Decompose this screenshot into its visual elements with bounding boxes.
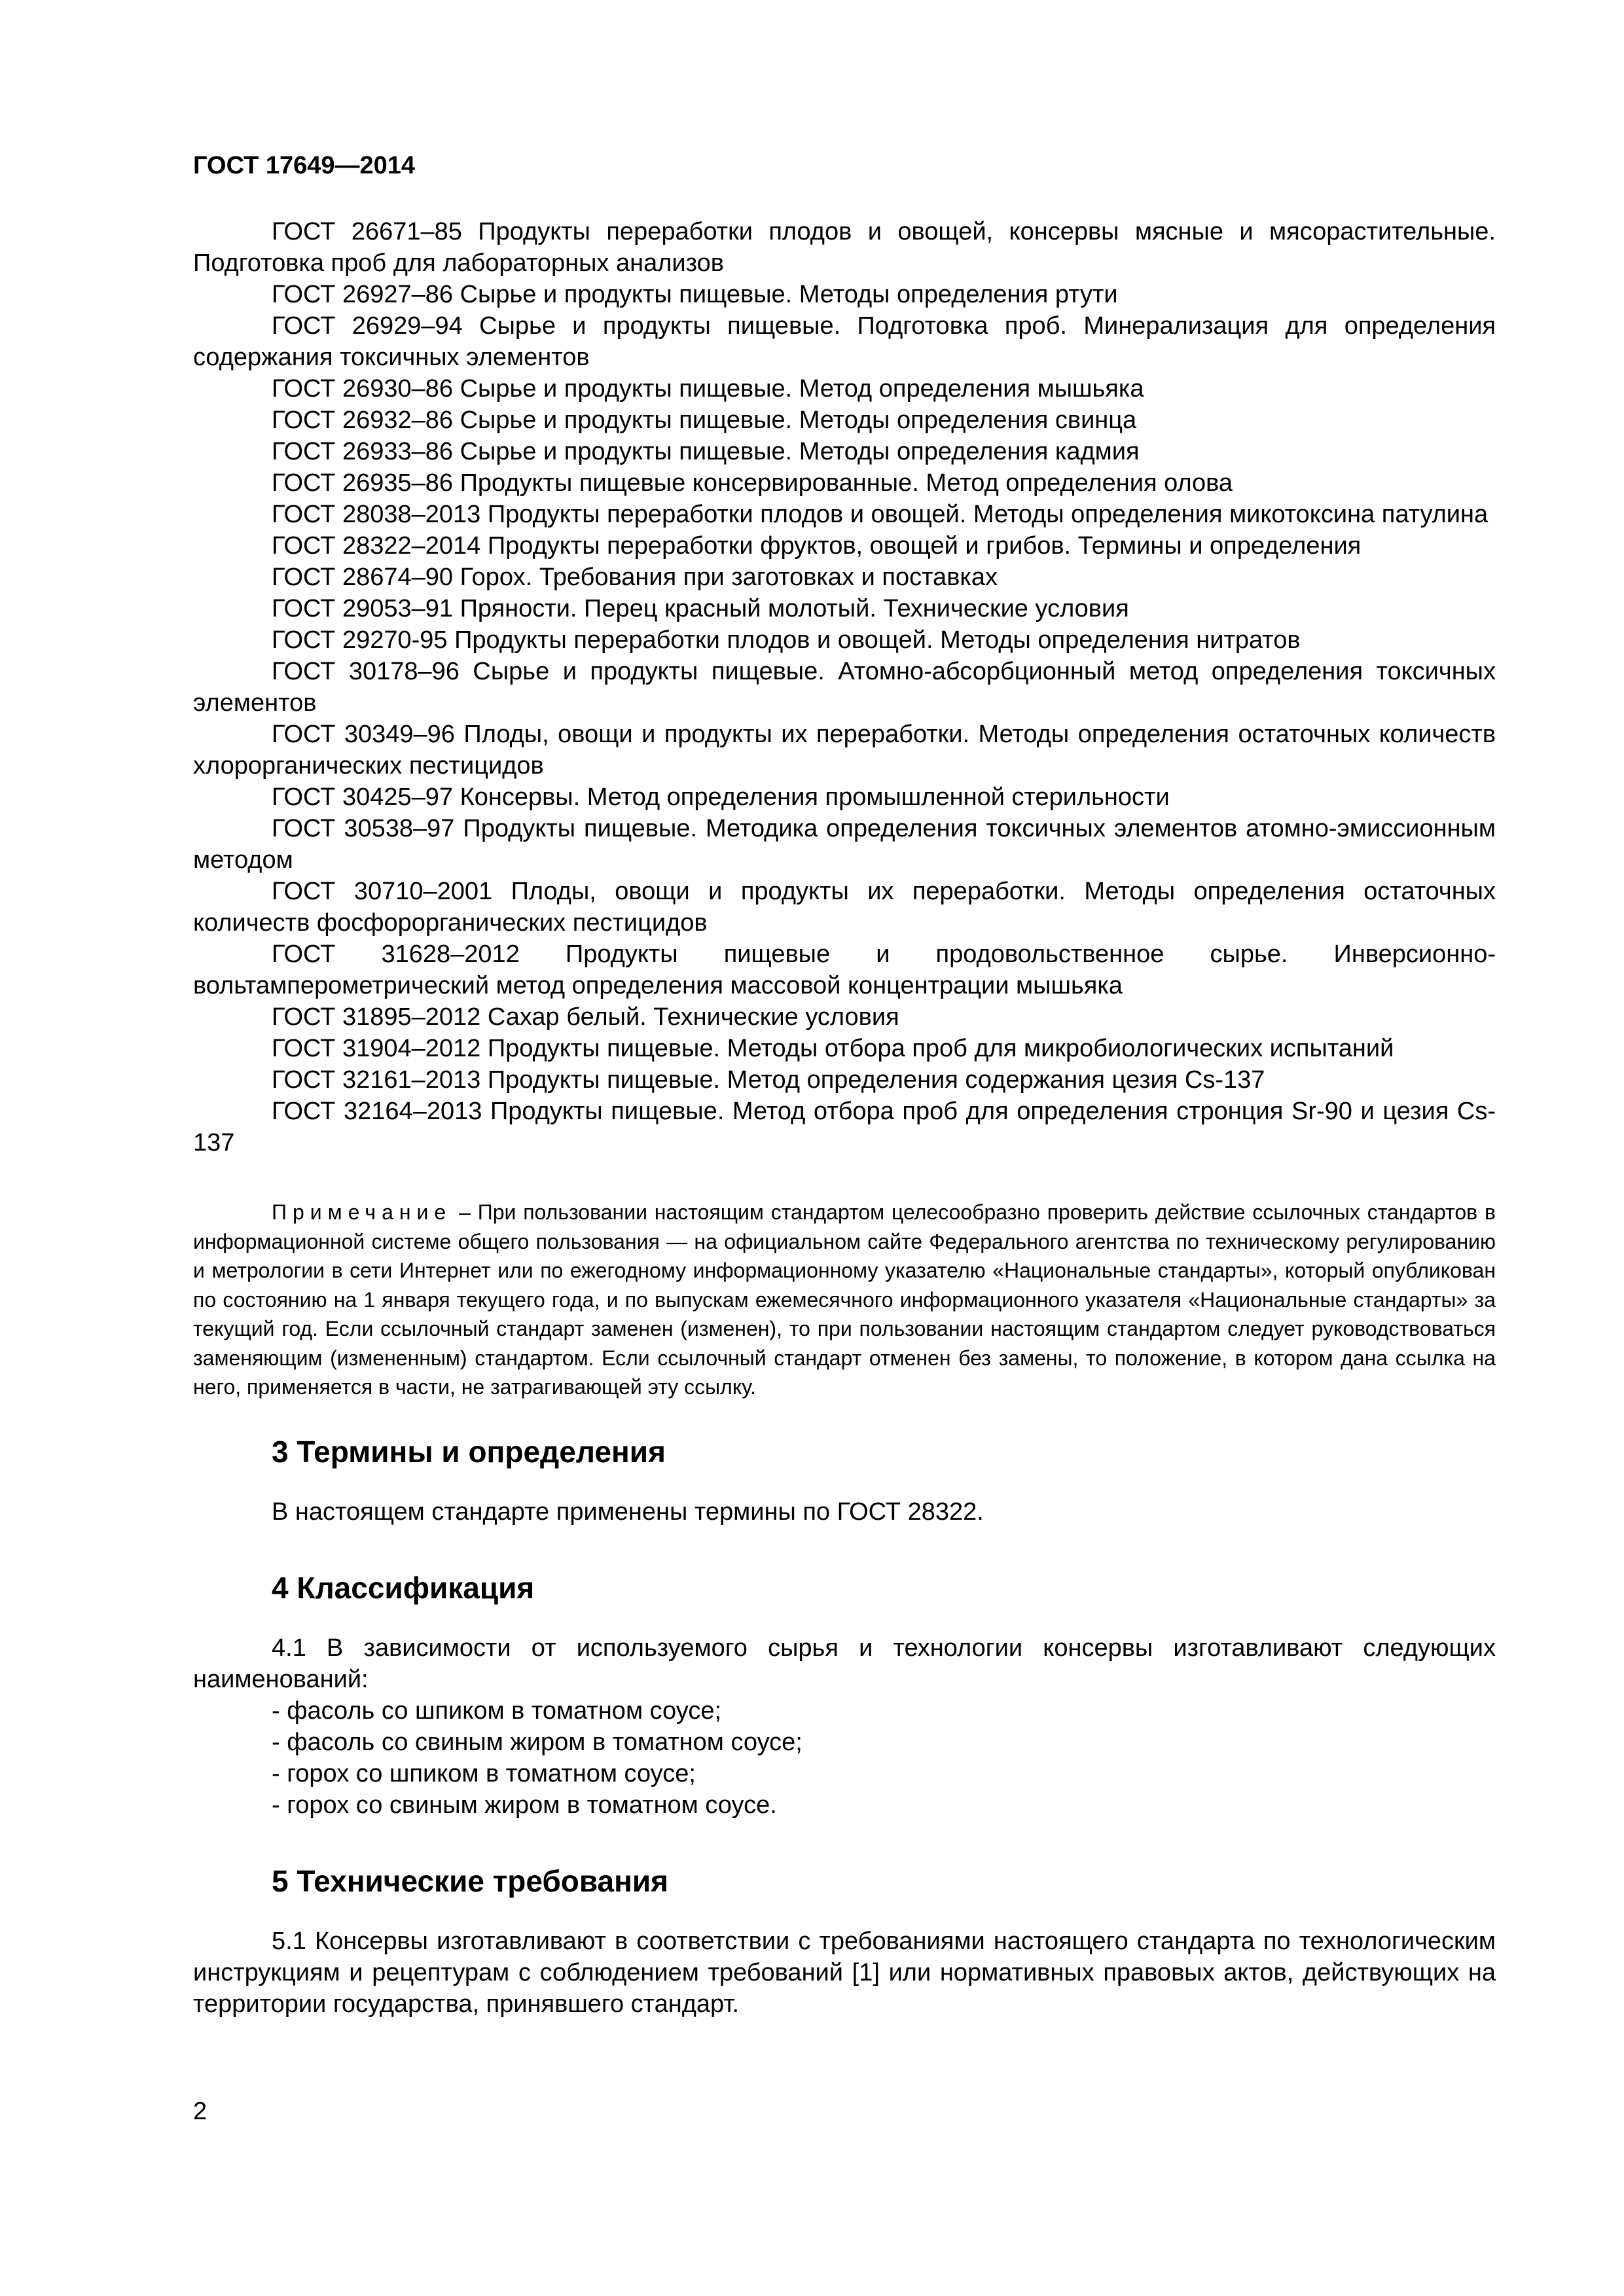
reference-item: ГОСТ 31895–2012 Сахар белый. Технические условия [272, 1003, 899, 1031]
reference-item: ГОСТ 26927–86 Сырье и продукты пищевые. Методы определения ртути [272, 281, 1118, 308]
note-paragraph [193, 1198, 1496, 1402]
reference-item: ГОСТ 32164–2013 Продукты пищевые. Метод отбора проб для определения стронция Sr-90 и цезия Cs-137 [193, 1098, 1496, 1157]
document-header: ГОСТ 17649—2014 [193, 152, 416, 179]
reference-item: ГОСТ 32161–2013 Продукты пищевые. Метод определения содержания цезия Cs-137 [272, 1066, 1265, 1094]
reference-item: ГОСТ 26929–94 Сырье и продукты пищевые. Подготовка проб. Минерализация для определения содержания токсичных элементов [193, 312, 1496, 371]
reference-item: ГОСТ 26930–86 Сырье и продукты пищевые. Метод определения мышьяка [272, 375, 1144, 403]
list-item: - горох со шпиком в томатном соусе; [272, 1759, 696, 1787]
section-3-text: В настоящем стандарте применены термины по ГОСТ 28322. [272, 1498, 984, 1526]
reference-item: ГОСТ 26935–86 Продукты пищевые консервированные. Метод определения олова [272, 469, 1233, 497]
reference-list [193, 216, 1496, 1158]
note-text: – При пользовании настоящим стандартом целесообразно проверить действие ссылочных стандартов в информационной системе общего пользования — на официальном сайте Федерального агентства по техническому регулированию и метрологии в сети Интернет или по ежегодному информационному указателю «Национальные стандарты», который опубликован по состоянию на 1 января текущего года, и по выпускам ежемесячного информационного указателя «Национальные стандарты» за текущий год. Если ссылочный стандарт заменен (изменен), то при пользовании настоящим стандартом следует руководствоваться заменяющим (измененным) стандартом. Если ссылочный стандарт отменен без замены, то положение, в котором дана ссылка на него, применяется в части, не затрагивающей эту ссылку. [193, 1200, 1496, 1399]
product-list [193, 1695, 1496, 1821]
reference-item: ГОСТ 29053–91 Пряности. Перец красный молотый. Технические условия [272, 595, 1129, 622]
page-content [193, 216, 1496, 2020]
clause-5-1: 5.1 Консервы изготавливают в соответствии с требованиями настоящего стандарта по технологическим инструкциям и рецептурам с соблюдением требований [1] или нормативных правовых актов, действующих на территории государства, принявшего стандарт. [193, 1927, 1496, 2018]
list-item: - фасоль со свиным жиром в томатном соусе; [272, 1728, 803, 1756]
section-5-title: 5 Технические требования [272, 1863, 668, 1898]
reference-item: ГОСТ 30425–97 Консервы. Метод определения промышленной стерильности [272, 783, 1170, 811]
list-item: - фасоль со шпиком в томатном соусе; [272, 1696, 722, 1725]
reference-item: ГОСТ 31904–2012 Продукты пищевые. Методы отбора проб для микробиологических испытаний [272, 1035, 1394, 1062]
reference-item: ГОСТ 30349–96 Плоды, овощи и продукты их переработки. Методы определения остаточных количеств хлорорганических пестицидов [193, 721, 1496, 780]
reference-item: ГОСТ 30710–2001 Плоды, овощи и продукты их переработки. Методы определения остаточных количеств фосфорорганических пестицидов [193, 878, 1496, 937]
reference-item: ГОСТ 28038–2013 Продукты переработки плодов и овощей. Методы определения микотоксина патулина [272, 501, 1489, 528]
reference-item: ГОСТ 26932–86 Сырье и продукты пищевые. Методы определения свинца [272, 406, 1137, 434]
page-number: 2 [193, 2098, 208, 2125]
reference-item: ГОСТ 28322–2014 Продукты переработки фруктов, овощей и грибов. Термины и определения [272, 532, 1362, 560]
section-4-title: 4 Классификация [272, 1570, 535, 1605]
section-3-title: 3 Термины и определения [272, 1434, 666, 1469]
reference-item: ГОСТ 26671–85 Продукты переработки плодов и овощей, консервы мясные и мясорастительные. Подготовка проб для лабораторных анализов [193, 218, 1496, 277]
note-label: Примечание [272, 1200, 452, 1224]
reference-item: ГОСТ 28674–90 Горох. Требования при заготовках и поставках [272, 564, 998, 591]
reference-item: ГОСТ 30178–96 Сырье и продукты пищевые. Атомно-абсорбционный метод определения токсичных элементов [193, 658, 1496, 717]
reference-item: ГОСТ 29270-95 Продукты переработки плодов и овощей. Методы определения нитратов [272, 626, 1301, 654]
reference-item: ГОСТ 26933–86 Сырье и продукты пищевые. Методы определения кадмия [272, 438, 1140, 465]
reference-item: ГОСТ 30538–97 Продукты пищевые. Методика определения токсичных элементов атомно-эмиссионным методом [193, 815, 1496, 874]
reference-item: ГОСТ 31628–2012 Продукты пищевые и продовольственное сырье. Инверсионно-вольтамперометрический метод определения массовой концентрации мышьяка [193, 941, 1496, 999]
list-item: - горох со свиным жиром в томатном соусе. [272, 1791, 777, 1819]
clause-4-1: 4.1 В зависимости от используемого сырья и технологии консервы изготавливают следующих наименований: [193, 1634, 1496, 1693]
